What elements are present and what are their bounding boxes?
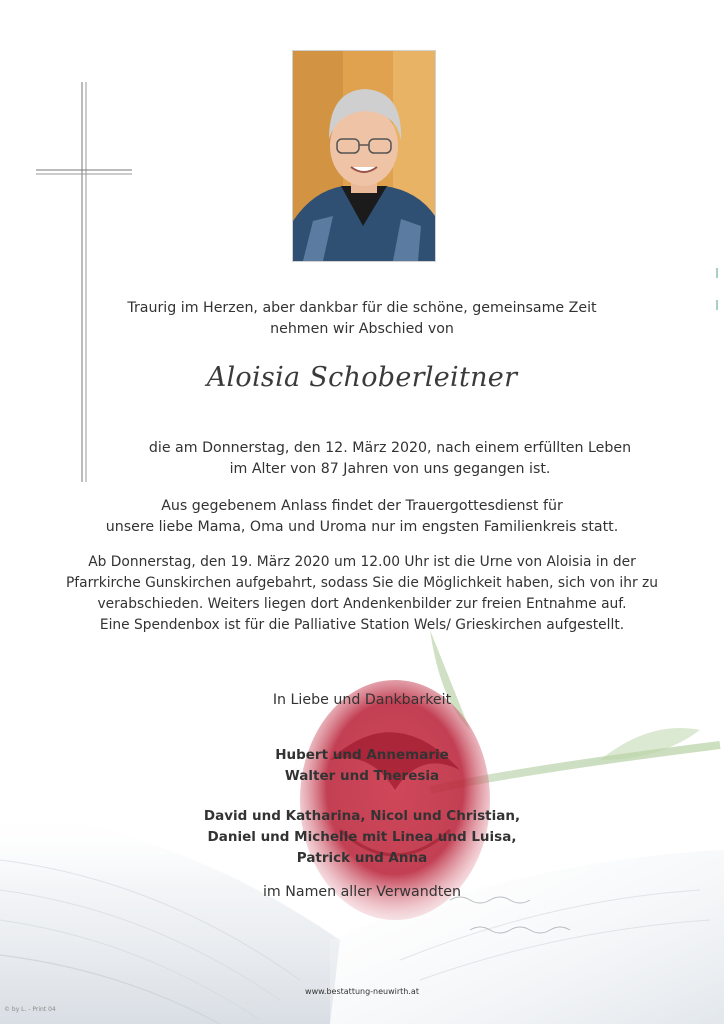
death-line-2: im Alter von 87 Jahren von uns gegangen ist. bbox=[229, 461, 551, 477]
family-member: Hubert und Annemarie bbox=[275, 747, 449, 763]
death-line-1: die am Donnerstag, den 12. März 2020, nach einem erfüllten Leben bbox=[148, 440, 632, 456]
family-children bbox=[0, 745, 724, 787]
urn-line-1: Ab Donnerstag, den 19. März 2020 um 12.00 Uhr ist die Urne von Aloisia in der bbox=[88, 554, 636, 570]
urn-notice bbox=[0, 552, 724, 636]
intro-text bbox=[0, 298, 724, 340]
urn-line-4: Eine Spendenbox ist für die Palliative Station Wels/ Grieskirchen aufgestellt. bbox=[99, 617, 625, 633]
relatives-text: im Namen aller Verwandten bbox=[262, 884, 462, 900]
family-grandchildren bbox=[0, 806, 724, 869]
intro-line-2: nehmen wir Abschied von bbox=[270, 321, 454, 337]
edge-mark bbox=[716, 268, 718, 278]
urn-line-2: Pfarrkirche Gunskirchen aufgebahrt, sodass Sie die Möglichkeit haben, sich von ihr zu bbox=[65, 575, 659, 591]
death-notice bbox=[28, 438, 724, 480]
intro-line-1: Traurig im Herzen, aber dankbar für die schöne, gemeinsame Zeit bbox=[127, 300, 597, 316]
family-member: David und Katharina, Nicol und Christian, bbox=[203, 808, 521, 824]
family-member: Walter und Theresia bbox=[284, 768, 440, 784]
portrait-photo bbox=[292, 50, 436, 262]
print-mark: © by L. - Print 04 bbox=[4, 1006, 56, 1013]
service-notice bbox=[0, 496, 724, 538]
urn-line-3: verabschieden. Weiters liegen dort Andenkenbilder zur freien Entnahme auf. bbox=[97, 596, 627, 612]
family-member: Daniel und Michelle mit Linea und Luisa, bbox=[207, 829, 517, 845]
service-line-2: unsere liebe Mama, Oma und Uroma nur im engsten Familienkreis statt. bbox=[105, 519, 619, 535]
service-line-1: Aus gegebenem Anlass findet der Trauergottesdienst für bbox=[161, 498, 563, 514]
closing-text: In Liebe und Dankbarkeit bbox=[272, 692, 452, 708]
family-member: Patrick und Anna bbox=[296, 850, 428, 866]
deceased-name: Aloisia Schoberleitner bbox=[206, 362, 518, 393]
website-link[interactable]: www.bestattung-neuwirth.at bbox=[305, 987, 419, 996]
cross-icon bbox=[36, 82, 136, 482]
edge-mark bbox=[716, 300, 718, 310]
